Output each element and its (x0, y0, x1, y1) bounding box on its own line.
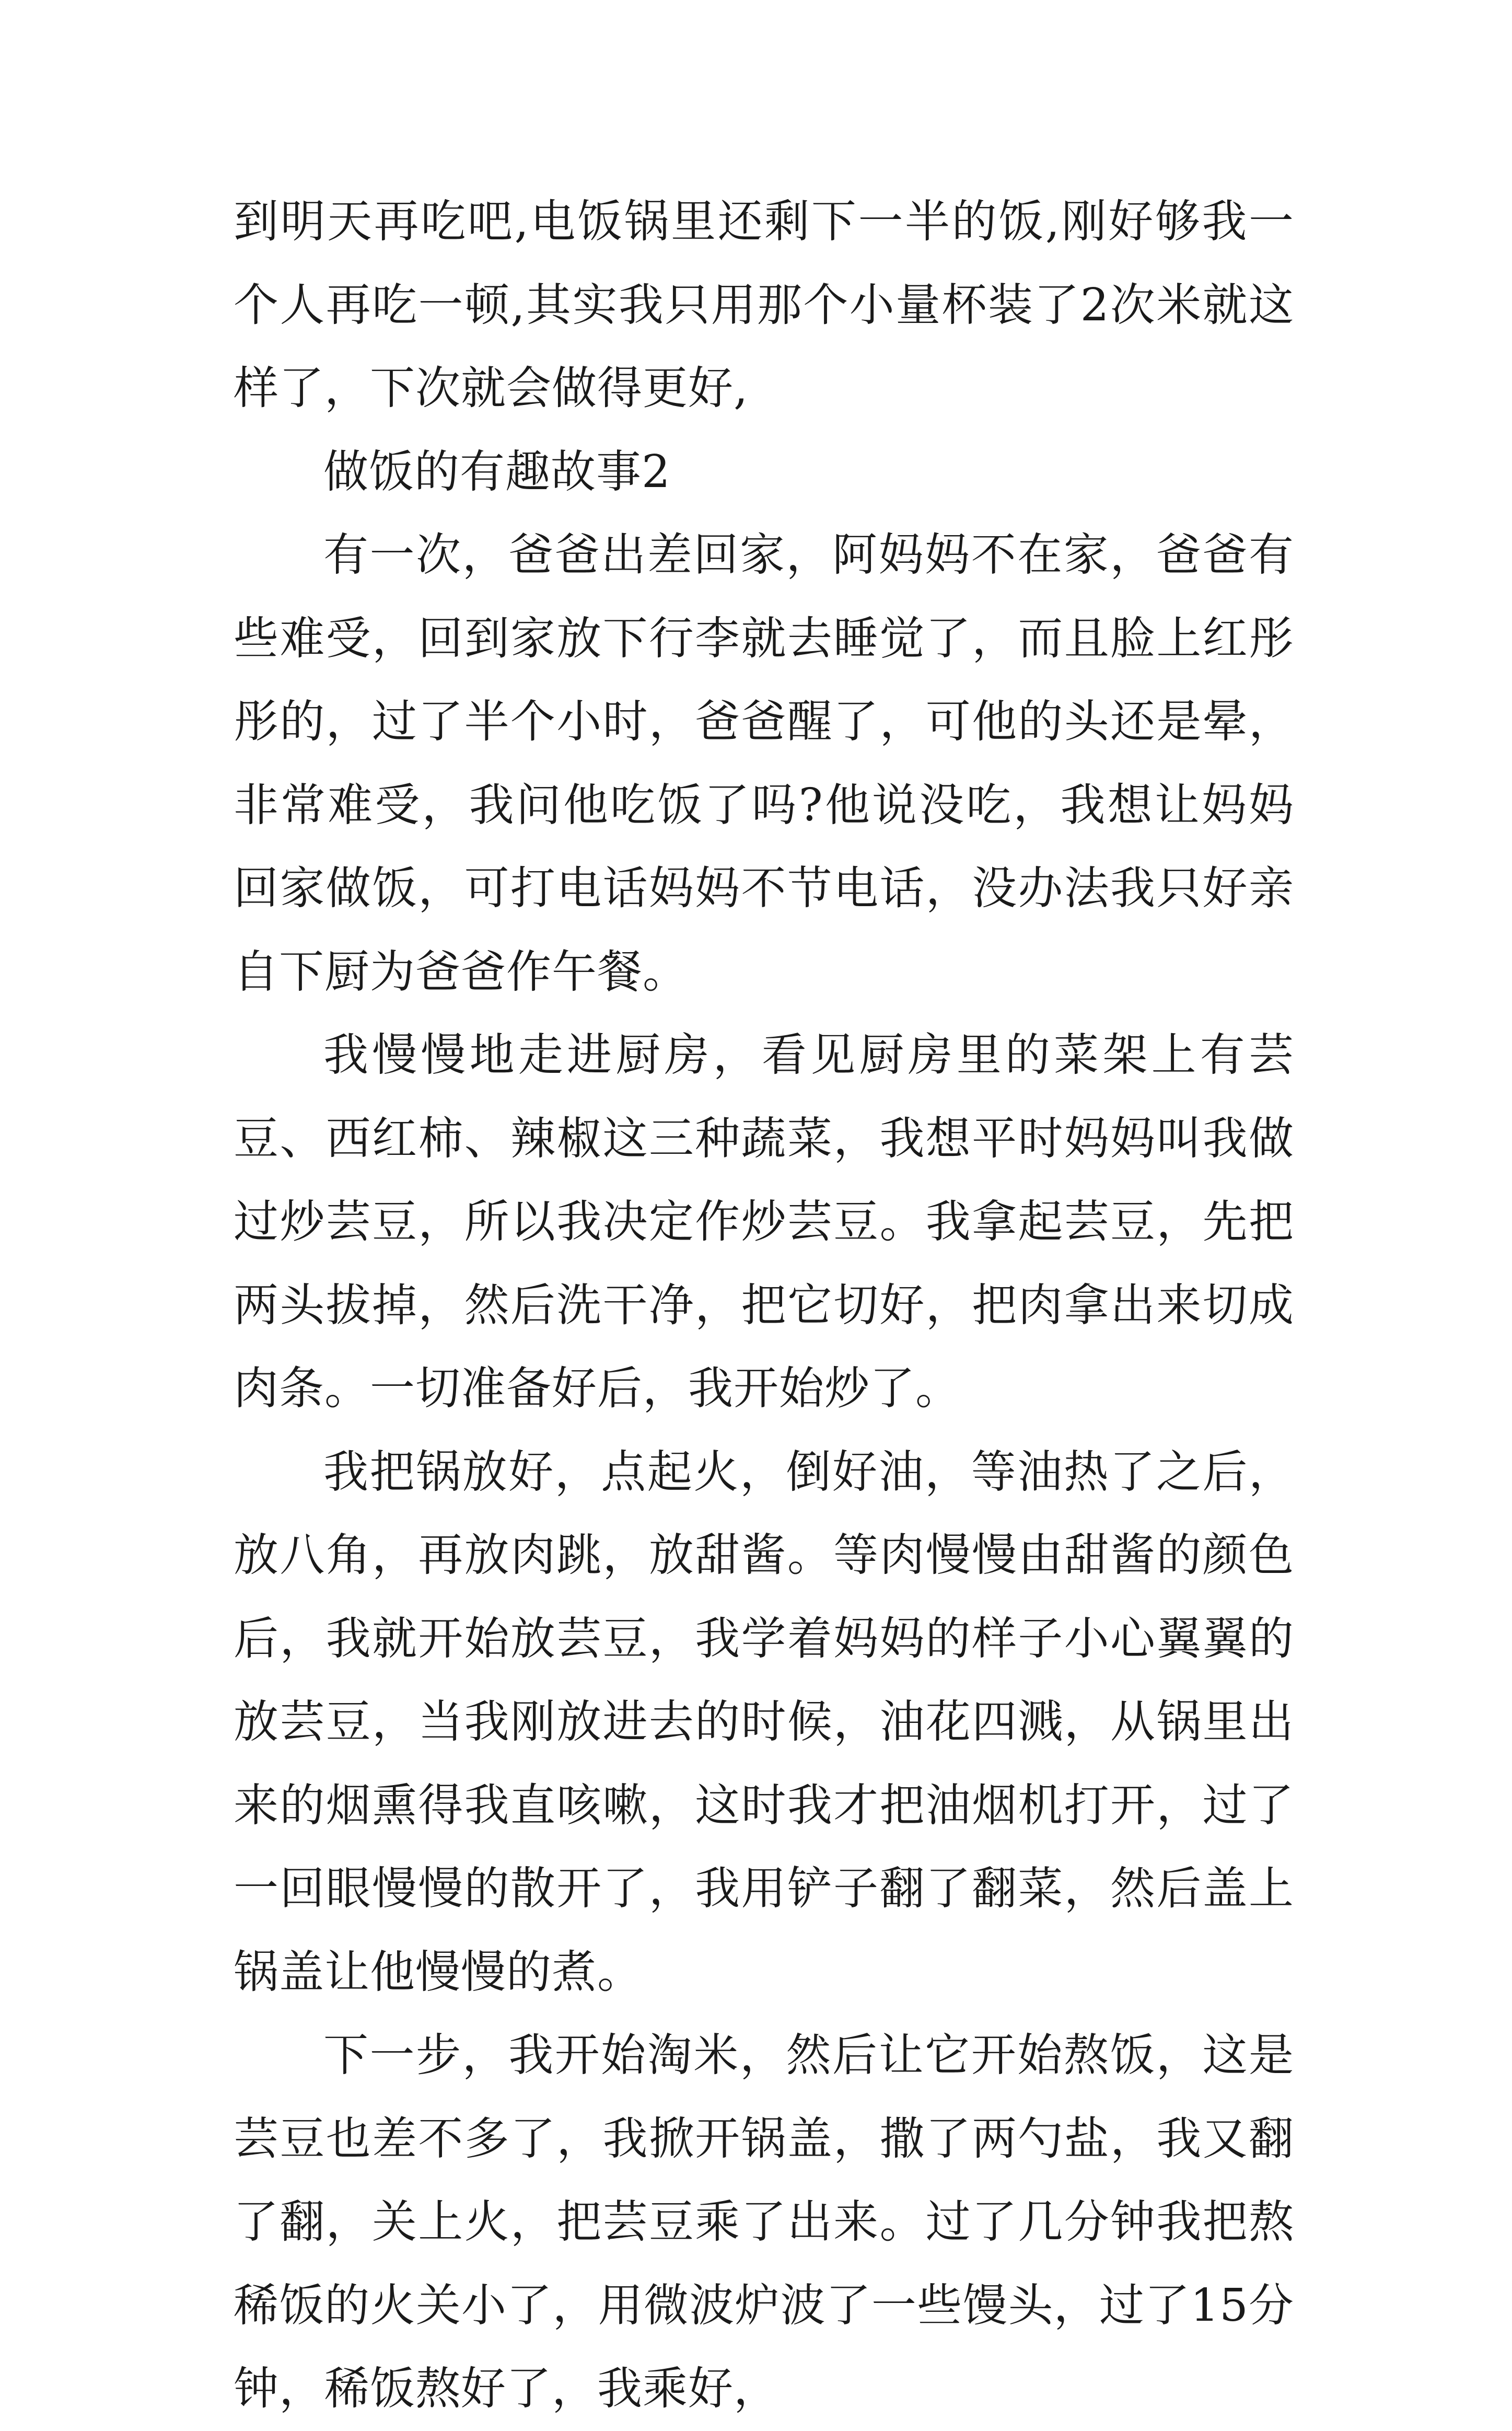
paragraph: 有一次，爸爸出差回家，阿妈妈不在家，爸爸有些难受，回到家放下行李就去睡觉了，而且脸上红彤彤的，过了半个小时，爸爸醒了，可他的头还是晕，非常难受，我问他吃饭了吗?他说没吃，我想让妈妈回家做饭，可打电话妈妈不节电话，没办法我只好亲自下厨为爸爸作午餐。 (234, 529, 1294, 998)
paragraph: 下一步，我开始淘米，然后让它开始熬饭，这是芸豆也差不多了，我掀开锅盖，撒了两勺盐，我又翻了翻，关上火，把芸豆乘了出来。过了几分钟我把熬稀饭的火关小了，用微波炉波了一些馒头，过了15分钟，稀饭熬好了，我乘好， (234, 2029, 1294, 2415)
section-heading: 做饭的有趣故事2 (323, 445, 671, 498)
paragraph-continuation: 到明天再吃吧,电饭锅里还剩下一半的饭,刚好够我一个人再吃一顿,其实我只用那个小量杯装了2次米就这样了，下次就会做得更好, (234, 195, 1294, 414)
paragraph: 我把锅放好，点起火，倒好油，等油热了之后，放八角，再放肉跳，放甜酱。等肉慢慢由甜酱的颜色后，我就开始放芸豆，我学着妈妈的样子小心翼翼的放芸豆，当我刚放进去的时候，油花四溅，从锅里出来的烟熏得我直咳嗽，这时我才把油烟机打开，过了一回眼慢慢的散开了，我用铲子翻了翻菜，然后盖上锅盖让他慢慢的煮。 (234, 1445, 1294, 1998)
paragraph: 我慢慢地走进厨房，看见厨房里的菜架上有芸豆、西红柿、辣椒这三种蔬菜，我想平时妈妈叫我做过炒芸豆，所以我决定作炒芸豆。我拿起芸豆，先把两头拔掉，然后洗干净，把它切好，把肉拿出来切成肉条。一切准备好后，我开始炒了。 (234, 1029, 1294, 1415)
document-body (234, 180, 1294, 2431)
